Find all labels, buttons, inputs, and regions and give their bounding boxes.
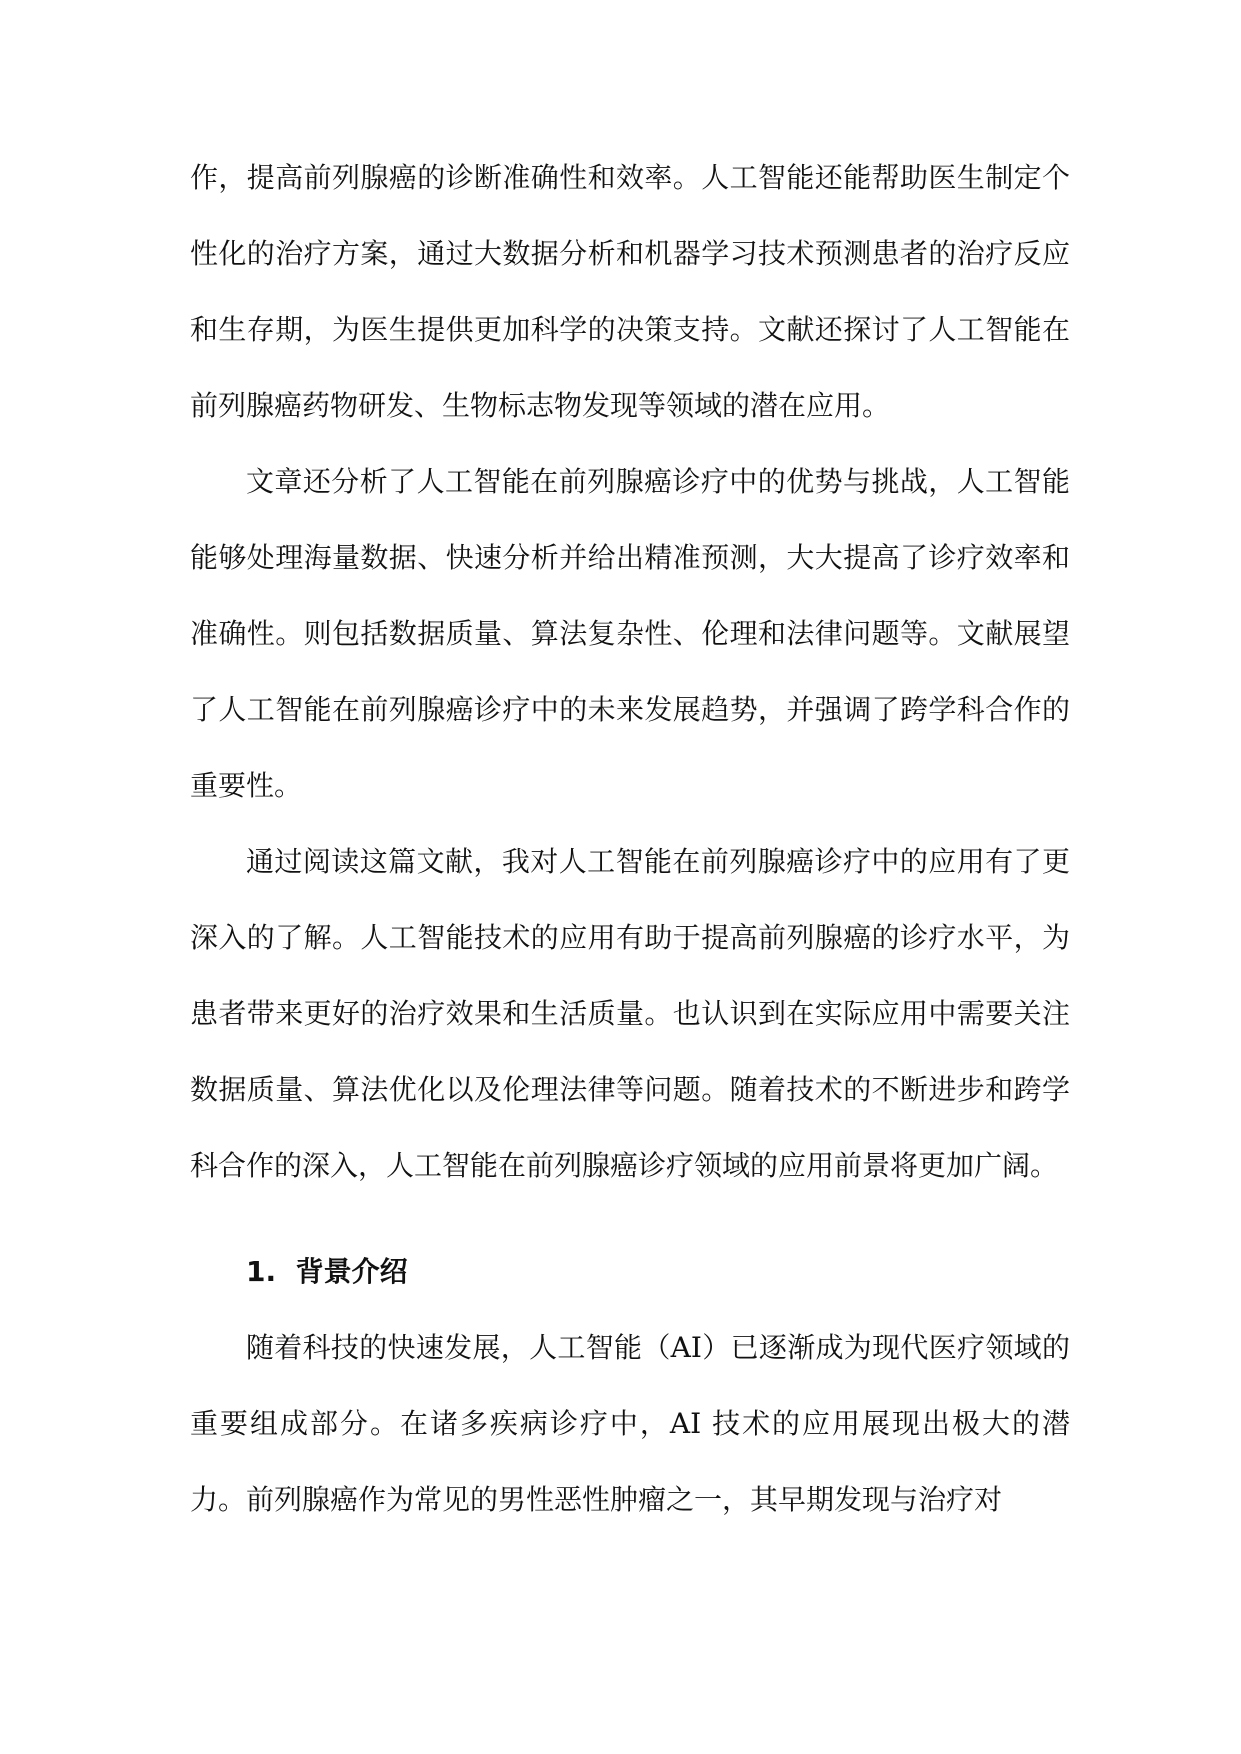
paragraph-reading-reflection: 通过阅读这篇文献，我对人工智能在前列腺癌诊疗中的应用有了更深入的了解。人工智能技术的应用有助于提高前列腺癌的诊疗水平，为患者带来更好的治疗效果和生活质量。也认识到在实际应用中需要关注数据质量、算法优化以及伦理法律等问题。随着技术的不断进步和跨学科合作的深入，人工智能在前列腺癌诊疗领域的应用前景将更加广阔。	[190, 845, 1070, 1182]
section-number: 1.	[246, 1255, 277, 1288]
paragraph-continuation: 作，提高前列腺癌的诊断准确性和效率。人工智能还能帮助医生制定个性化的治疗方案，通过大数据分析和机器学习技术预测患者的治疗反应和生存期，为医生提供更加科学的决策支持。文献还探讨了人工智能在前列腺癌药物研发、生物标志物发现等领域的潜在应用。	[190, 161, 1070, 422]
document-body	[190, 140, 1070, 1538]
paragraph-advantages-challenges: 文章还分析了人工智能在前列腺癌诊疗中的优势与挑战，人工智能能够处理海量数据、快速分析并给出精准预测，大大提高了诊疗效率和准确性。则包括数据质量、算法复杂性、伦理和法律问题等。文献展望了人工智能在前列腺癌诊疗中的未来发展趋势，并强调了跨学科合作的重要性。	[190, 465, 1070, 802]
paragraph-background: 随着科技的快速发展，人工智能（AI）已逐渐成为现代医疗领域的重要组成部分。在诸多疾病诊疗中，AI 技术的应用展现出极大的潜力。前列腺癌作为常见的男性恶性肿瘤之一，其早期发现与治疗对	[190, 1331, 1070, 1516]
section-heading	[190, 1234, 1070, 1310]
section-title: 背景介绍	[295, 1255, 408, 1288]
